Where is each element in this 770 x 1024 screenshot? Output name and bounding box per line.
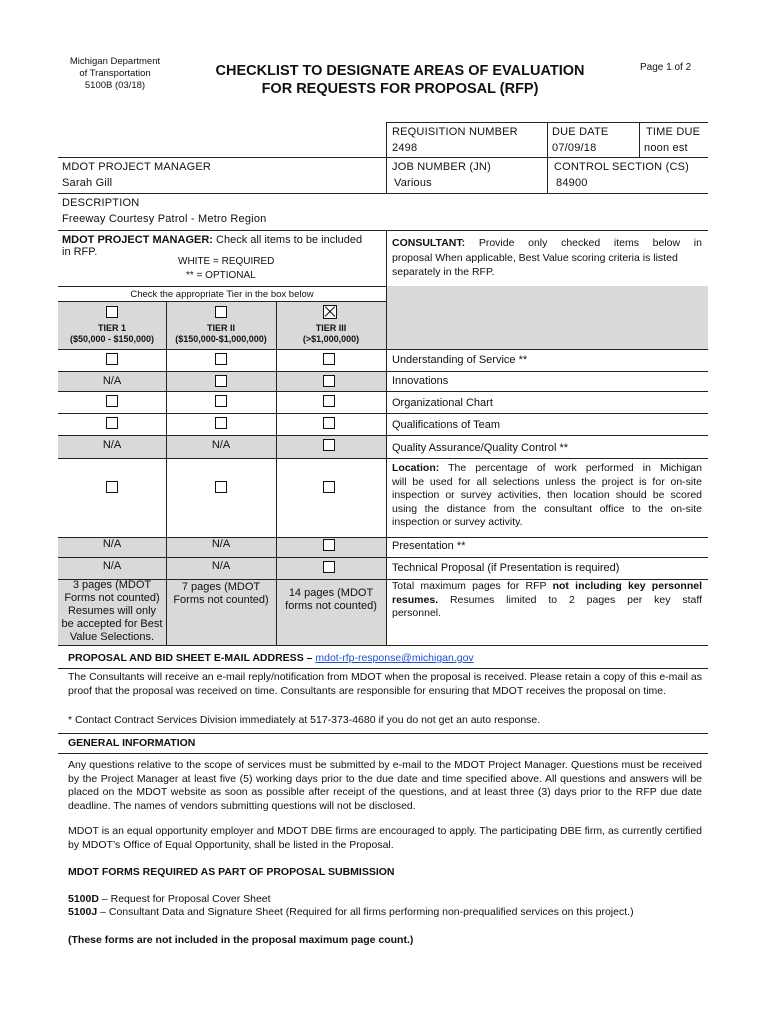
department-name-2: of Transportation [79,68,151,79]
optional-note: ** = OPTIONAL [186,270,256,281]
job-number-label: JOB NUMBER (JN) [392,161,491,173]
check-tier-instruction: Check the appropriate Tier in the box below [130,289,314,300]
forms-note: (These forms are not included in the proposal maximum page count.) [68,934,414,946]
general-info-heading: GENERAL INFORMATION [68,737,196,749]
form-5100j: 5100J – Consultant Data and Signature Sheet (Required for all firms performing non-prequalified services on this project.) [68,906,634,918]
page-number: Page 1 of 2 [640,62,692,73]
email-heading: PROPOSAL AND BID SHEET E-MAIL ADDRESS – mdot-rfp-response@michigan.gov [68,652,474,664]
time-due-label: TIME DUE [646,126,701,138]
tier-3-checkbox-checked[interactable] [323,305,337,319]
department-name: Michigan Department [69,56,161,67]
white-required-note: WHITE = REQUIRED [178,256,275,267]
title-line-1: CHECKLIST TO DESIGNATE AREAS OF EVALUATION [215,63,585,79]
document-title [190,62,610,98]
department-block [60,56,170,92]
technical-tier3-checkbox[interactable] [323,561,335,573]
tier-3-header: TIER III (>$1,000,000) [302,323,360,344]
job-number-value: Various [394,177,432,189]
criterion-technical-proposal: Technical Proposal (if Presentation is required) [392,562,620,574]
pm-instructions: MDOT PROJECT MANAGER: Check all items to be included in RFP. [62,234,363,258]
forms-heading: MDOT FORMS REQUIRED AS PART OF PROPOSAL SUBMISSION [68,866,395,878]
description-value: Freeway Courtesy Patrol - Metro Region [62,213,267,225]
understanding-tier1-checkbox[interactable] [106,353,118,365]
qaqc-tier3-checkbox[interactable] [323,439,335,451]
form-5100d: 5100D – Request for Proposal Cover Sheet [68,893,271,905]
qaqc-tier2-na: N/A [211,439,231,451]
qaqc-tier1-na: N/A [102,439,122,451]
tier-2-header: TIER II ($150,000-$1,000,000) [175,323,267,344]
org-chart-tier3-checkbox[interactable] [323,395,335,407]
presentation-tier1-na: N/A [102,538,122,550]
criterion-org-chart: Organizational Chart [392,397,493,409]
innovations-tier1-na: N/A [102,375,122,387]
pages-tier3: 14 pages (MDOT forms not counted) [285,587,377,612]
criterion-innovations: Innovations [392,375,449,387]
criterion-qaqc: Quality Assurance/Quality Control ** [392,442,569,454]
email-address-link[interactable]: mdot-rfp-response@michigan.gov [315,652,474,664]
general-info-paragraph-2: MDOT is an equal opportunity employer and MDOT DBE firms are encouraged to apply. The participating DBE firm, as currently certified by MDOT’s Office of Equal Opportunity, shall be listed in the Proposal. [68,825,702,851]
criterion-location: Location: The percentage of work performed in Michigan will be used for all selections unless the project is for on-site inspection or survey activities, then location should be scored using the distance from the consultant office to the on-site inspection or survey activity. [392,462,702,528]
form-number: 5100B (03/18) [84,80,146,91]
org-chart-tier1-checkbox[interactable] [106,395,118,407]
location-tier1-checkbox[interactable] [106,481,118,493]
understanding-tier3-checkbox[interactable] [323,353,335,365]
email-paragraph-2: * Contact Contract Services Division immediately at 517-373-4680 if you do not get an auto response. [68,714,541,726]
tier-1-header: TIER 1 ($50,000 - $150,000) [69,323,155,344]
qualifications-tier3-checkbox[interactable] [323,417,335,429]
title-line-2: FOR REQUESTS FOR PROPOSAL (RFP) [261,81,539,97]
innovations-tier3-checkbox[interactable] [323,375,335,387]
presentation-tier2-na: N/A [211,538,231,550]
criterion-qualifications: Qualifications of Team [392,419,501,431]
due-date-value: 07/09/18 [552,142,597,154]
requisition-value: 2498 [392,142,418,154]
technical-tier2-na: N/A [211,560,231,572]
qualifications-tier2-checkbox[interactable] [215,417,227,429]
tier-2-checkbox[interactable] [215,306,227,318]
location-tier3-checkbox[interactable] [323,481,335,493]
control-section-label: CONTROL SECTION (CS) [554,161,689,173]
control-section-value: 84900 [556,177,588,189]
pages-tier1: 3 pages (MDOT Forms not counted) Resumes will only be accepted for Best Value Selections. [61,579,163,643]
technical-tier1-na: N/A [102,560,122,572]
consultant-instructions: CONSULTANT: Provide only checked items below in proposal When applicable, Best Value scoring criteria is listed separately in the RFP. [392,237,702,278]
due-date-label: DUE DATE [552,126,609,138]
time-due-value: noon est [644,142,688,154]
general-info-paragraph-1: Any questions relative to the scope of services must be submitted by e-mail to the MDOT Project Manager. Questions must be received by the Project Manager at least five (5) working days prior to the due date and time specified above. All questions and answers will be placed on the MDOT website as soon as possible after receipt of the questions, and at least three (3) days prior to the RFP due date deadline. The names of vendors submitting questions will not be disclosed. [68,759,702,812]
innovations-tier2-checkbox[interactable] [215,375,227,387]
criterion-max-pages: Total maximum pages for RFP not including key personnel resumes. Resumes limited to 2 pages per key staff personnel. [392,580,702,619]
requisition-label: REQUISITION NUMBER [392,126,518,138]
org-chart-tier2-checkbox[interactable] [215,395,227,407]
understanding-tier2-checkbox[interactable] [215,353,227,365]
project-manager-label: MDOT PROJECT MANAGER [62,161,212,173]
email-paragraph-1: The Consultants will receive an e-mail reply/notification from MDOT when the proposal is received. Please retain a copy of this e-mail as proof that the proposal was received on time. Consultants are responsible for ensuring that MDOT receives the proposal on time. [68,671,702,697]
qualifications-tier1-checkbox[interactable] [106,417,118,429]
location-tier2-checkbox[interactable] [215,481,227,493]
criterion-understanding: Understanding of Service ** [392,354,528,366]
project-manager-value: Sarah Gill [62,177,113,189]
presentation-tier3-checkbox[interactable] [323,539,335,551]
description-label: DESCRIPTION [62,197,140,209]
pages-tier2: 7 pages (MDOT Forms not counted) [173,581,269,606]
tier-1-checkbox[interactable] [106,306,118,318]
criterion-presentation: Presentation ** [392,540,466,552]
